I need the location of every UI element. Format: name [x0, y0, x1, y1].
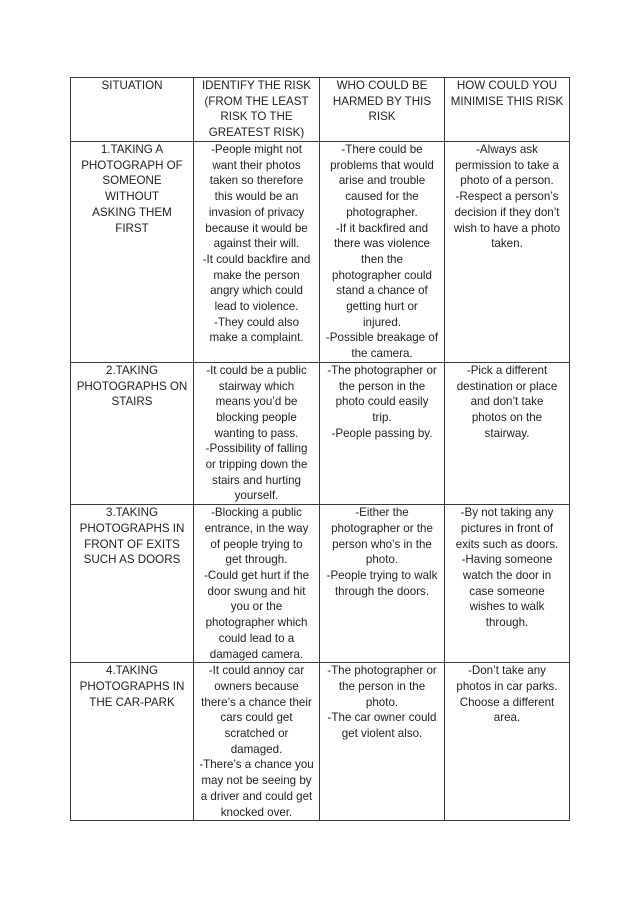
minimise-cell: -Always ask permission to take a photo of a person. -Respect a person’s decision if they don’t wish to have a photo taken. — [445, 142, 570, 363]
harmed-cell: -The photographer or the person in the photo. -The car owner could get violent also. — [320, 663, 445, 821]
minimise-cell: -Don’t take any photos in car parks. Choose a different area. — [445, 663, 570, 821]
harmed-cell: -There could be problems that would arise and trouble caused for the photographer. -If it backfired and there was violence then the photographer could stand a chance of getting hurt or injured. -Possible breakage of the camera. — [320, 142, 445, 363]
risk-cell: -People might not want their photos taken so therefore this would be an invasion of privacy because it would be against their will. -It could backfire and make the person angry which could lead to violence. -They could also make a complaint. — [194, 142, 320, 363]
situation-cell: 1.TAKING A PHOTOGRAPH OF SOMEONE WITHOUT ASKING THEM FIRST — [71, 142, 194, 363]
risk-assessment-table — [70, 77, 570, 821]
situation-cell: 2.TAKING PHOTOGRAPHS ON STAIRS — [71, 362, 194, 504]
header-identify-risk: IDENTIFY THE RISK (FROM THE LEAST RISK TO THE GREATEST RISK) — [194, 78, 320, 142]
table-row — [71, 362, 570, 504]
risk-cell: -It could annoy car owners because there’s a chance their cars could get scratched or damaged. -There’s a chance you may not be seeing by a driver and could get knocked over. — [194, 663, 320, 821]
harmed-cell: -Either the photographer or the person who’s in the photo. -People trying to walk through the doors. — [320, 505, 445, 663]
minimise-cell: -Pick a different destination or place and don’t take photos on the stairway. — [445, 362, 570, 504]
situation-cell: 3.TAKING PHOTOGRAPHS IN FRONT OF EXITS SUCH AS DOORS — [71, 505, 194, 663]
situation-cell: 4.TAKING PHOTOGRAPHS IN THE CAR-PARK — [71, 663, 194, 821]
table-header-row — [71, 78, 570, 142]
risk-cell: -It could be a public stairway which means you’d be blocking people wanting to pass. -Possibility of falling or tripping down the stairs and hurting yourself. — [194, 362, 320, 504]
header-who-harmed: WHO COULD BE HARMED BY THIS RISK — [320, 78, 445, 142]
table-row — [71, 505, 570, 663]
header-situation: SITUATION — [71, 78, 194, 142]
minimise-cell: -By not taking any pictures in front of exits such as doors. -Having someone watch the door in case someone wishes to walk through. — [445, 505, 570, 663]
risk-cell: -Blocking a public entrance, in the way of people trying to get through. -Could get hurt if the door swung and hit you or the photographer which could lead to a damaged camera. — [194, 505, 320, 663]
harmed-cell: -The photographer or the person in the photo could easily trip. -People passing by. — [320, 362, 445, 504]
table-row — [71, 663, 570, 821]
table-row — [71, 142, 570, 363]
header-minimise-risk: HOW COULD YOU MINIMISE THIS RISK — [445, 78, 570, 142]
